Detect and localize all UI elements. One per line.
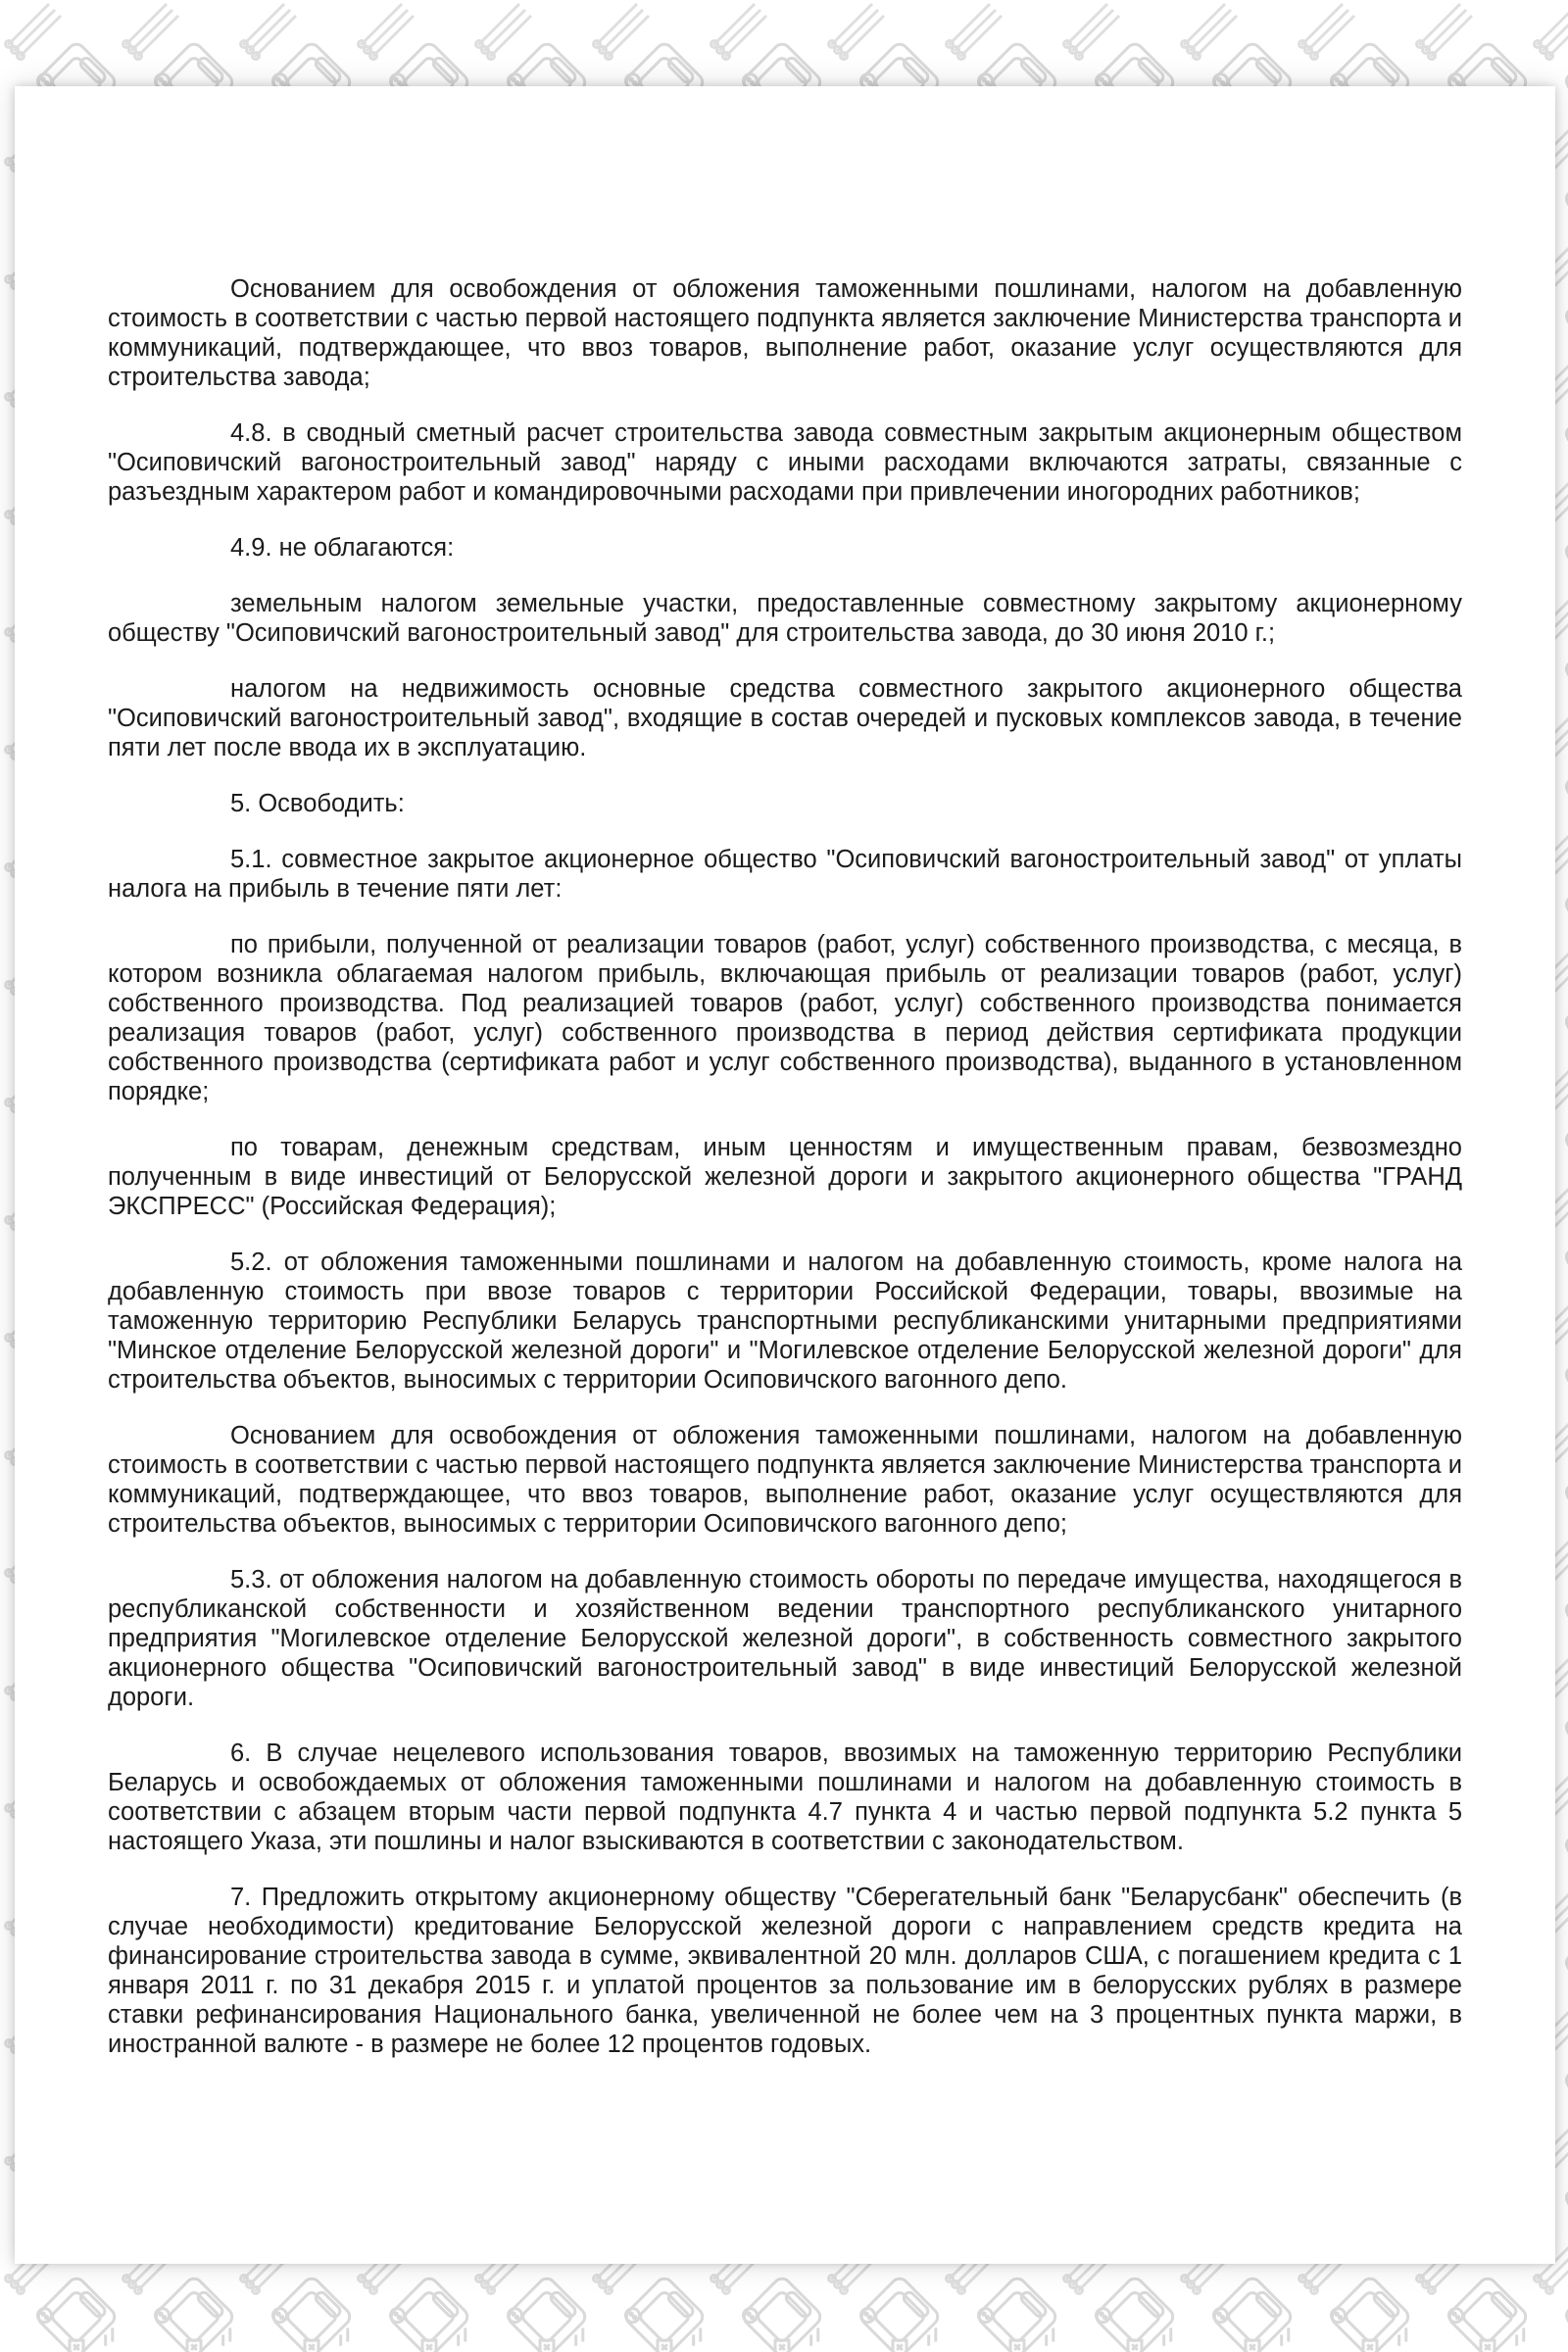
paragraph-5-3-vat-property-transfer: 5.3. от обложения налогом на добавленную стоимость обороты по передаче имущества, находящегося в республиканской собственности и хозяйственном ведении транспортного республиканского унитарного предприятия "Могилевское отделение Белорусской железной дороги", в собственность совместного закрытого акционерного общества "Осиповичский вагоностроительный завод" в виде инвестиций Белорусской железной дороги. <box>108 1566 1462 1711</box>
paragraph-6-misuse-recovery: 6. В случае нецелевого использования товаров, ввозимых на таможенную территорию Республики Беларусь и освобождаемых от обложения таможенными пошлинами и налогом на добавленную стоимость в соответствии с абзацем вторым части первой подпункта 4.7 пункта 4 и частью первой подпункта 5.2 пункта 5 настоящего Указа, эти пошлины и налог взыскиваются в соответствии с законодательством. <box>108 1740 1462 1855</box>
document-body <box>108 274 1462 2085</box>
paragraph-4-9-not-taxed: 4.9. не облагаются: <box>230 534 455 562</box>
document-page <box>15 86 1555 2264</box>
paragraph-real-estate-tax-exemption: налогом на недвижимость основные средства совместного закрытого акционерного общества "Осиповичский вагоностроительный завод", входящие в состав очередей и пусковых комплексов завода, в течение пяти лет после ввода их в эксплуатацию. <box>108 675 1462 761</box>
paragraph-customs-exemption-basis-plant: Основанием для освобождения от обложения таможенными пошлинами, налогом на добавленную стоимость в соответствии с частью первой настоящего подпункта является заключение Министерства транспорта и коммуникаций, подтверждающее, что ввоз товаров, выполнение работ, оказание услуг осуществляются для строительства завода; <box>108 275 1462 391</box>
paragraph-5-2-customs-vat-exemption: 5.2. от обложения таможенными пошлинами и налогом на добавленную стоимость, кроме налога на добавленную стоимость при ввозе товаров с территории Российской Федерации, товары, ввозимые на таможенную территорию Республики Беларусь транспортными республиканскими унитарными предприятиями "Минское отделение Белорусской железной дороги" и "Могилевское отделение Белорусской железной дороги" для строительства объектов, выносимых с территории Осиповичского вагонного депо. <box>108 1249 1462 1394</box>
paragraph-customs-exemption-basis-depot: Основанием для освобождения от обложения таможенными пошлинами, налогом на добавленную стоимость в соответствии с частью первой настоящего подпункта является заключение Министерства транспорта и коммуникаций, подтверждающее, что ввоз товаров, выполнение работ, оказание услуг осуществляются для строительства объектов, выносимых с территории Осиповичского вагонного депо; <box>108 1422 1462 1538</box>
paragraph-investment-property: по товарам, денежным средствам, иным ценностям и имущественным правам, безвозмездно полученным в виде инвестиций от Белорусской железной дороги и закрытого акционерного общества "ГРАНД ЭКСПРЕСС" (Российская Федерация); <box>108 1134 1462 1220</box>
paragraph-land-tax-exemption: земельным налогом земельные участки, предоставленные совместному закрытому акционерному обществу "Осиповичский вагоностроительный завод" для строительства завода, до 30 июня 2010 г.; <box>108 590 1462 647</box>
paragraph-5-exempt-heading: 5. Освободить: <box>230 790 405 817</box>
paragraph-7-belarusbank-credit: 7. Предложить открытому акционерному обществу "Сберегательный банк "Беларусбанк" обеспечить (в случае необходимости) кредитование Белорусской железной дороги с направлением средств кредита на финансирование строительства завода в сумме, эквивалентной 20 млн. долларов США, с погашением кредита с 1 января 2011 г. по 31 декабря 2015 г. и уплатой процентов за пользование им в белорусских рублях в размере ставки рефинансирования Национального банка, увеличенной не более чем на 3 процентных пункта маржи, в иностранной валюте - в размере не более 12 процентов годовых. <box>108 1884 1462 2058</box>
paragraph-own-production-profit: по прибыли, полученной от реализации товаров (работ, услуг) собственного производства, с месяца, в котором возникла облагаемая налогом прибыль, включающая прибыль от реализации товаров (работ, услуг) собственного производства. Под реализацией товаров (работ, услуг) собственного производства понимается реализация товаров (работ, услуг) собственного производства в период действия сертификата продукции собственного производства (сертификата работ и услуг собственного производства), выданного в установленном порядке; <box>108 931 1462 1105</box>
paragraph-5-1-profit-tax-exemption: 5.1. совместное закрытое акционерное общество "Осиповичский вагоностроительный завод" от уплаты налога на прибыль в течение пяти лет: <box>108 846 1462 903</box>
paragraph-4-8-estimate-costs: 4.8. в сводный сметный расчет строительства завода совместным закрытым акционерным обществом "Осиповичский вагоностроительный завод" наряду с иными расходами включаются затраты, связанные с разъездным характером работ и командировочными расходами при привлечении иногородних работников; <box>108 419 1462 506</box>
